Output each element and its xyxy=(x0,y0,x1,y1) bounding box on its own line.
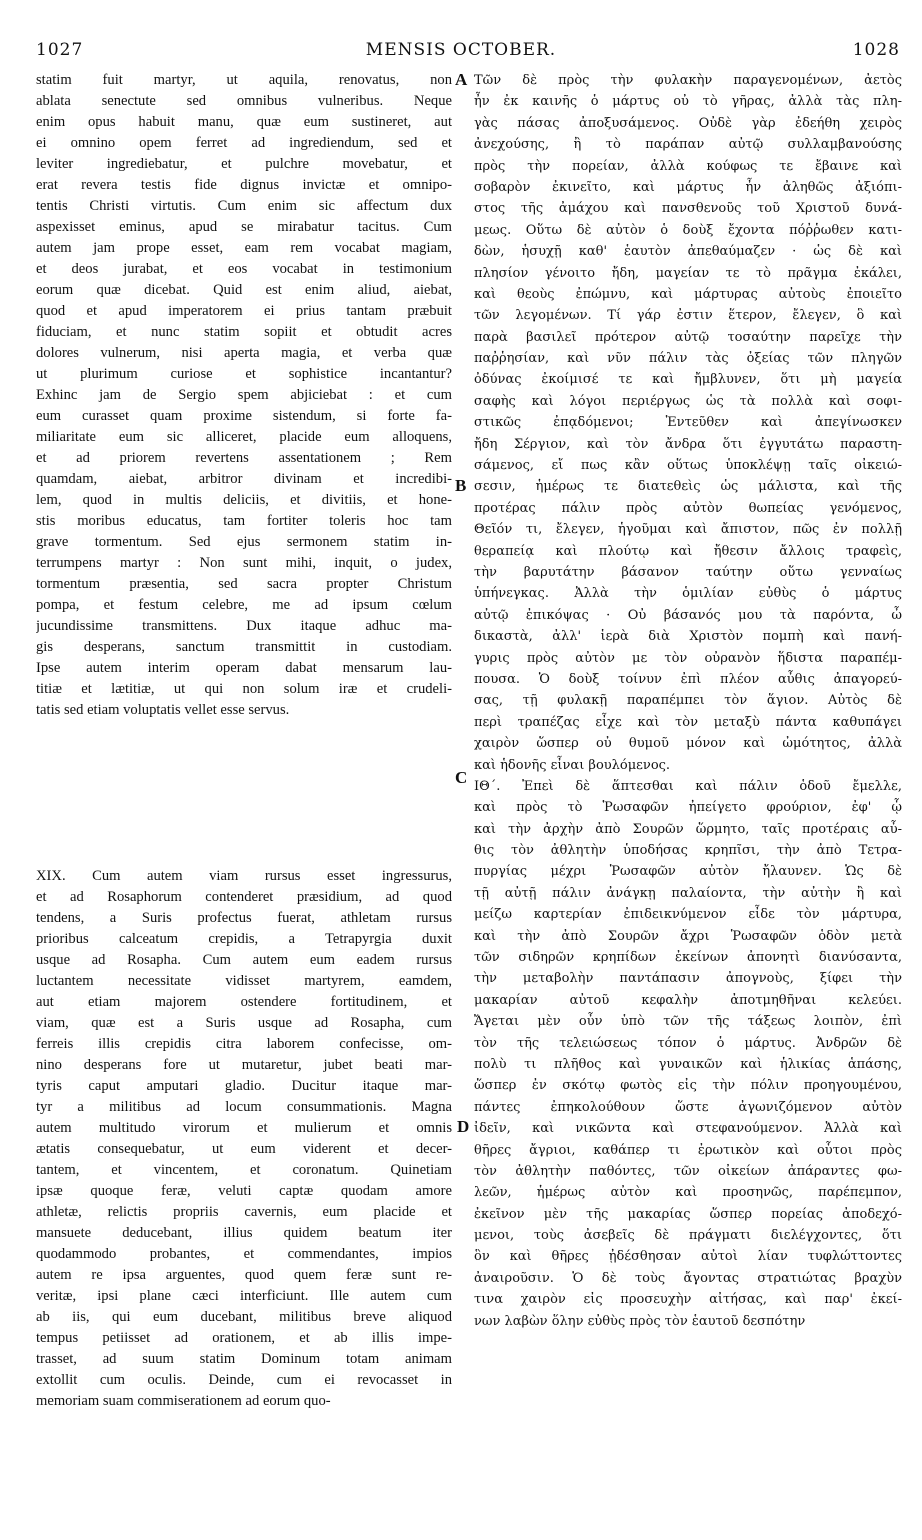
margin-marker-c: C xyxy=(455,768,468,787)
latin-text-line: autem jam prope esset, eam rem vocabat magiam, xyxy=(36,240,452,256)
greek-text-line: πρὸς τὴν πορείαν, ἀλλὰ κούφως τε ἔβαινε καὶ xyxy=(474,158,902,174)
greek-text-line: καὶ θεοὺς ἐπώμνυ, καὶ μάρτυρας αὐτοὺς ἐποιεῖτο xyxy=(474,286,902,302)
latin-text-line: grave tormentum. Sed ejus sermonem statim in- xyxy=(36,534,452,550)
latin-text-line: trasset, ad suum statim Dominum totam animam xyxy=(36,1351,452,1367)
greek-text-line: σας, τῇ φυλακῇ παραπέμπει τὸν ἅγιον. Αὐτὸς δὲ xyxy=(474,693,902,709)
latin-text-line: et deos jurabat, et eos vocabat in testimonium xyxy=(36,261,452,277)
greek-text-line: ἤδη Σέργιον, καὶ τὸν ἄνδρα ὅτι ἐγγυτάτω παραστη- xyxy=(474,436,902,452)
left-page-number: 1027 xyxy=(36,40,84,60)
latin-text-line: usque ad Rosapha. Cum autem eum eadem rursus xyxy=(36,952,452,968)
greek-text-line: θῆρες ἄγριοι, καθάπερ τι ἐρωτικὸν καὶ οὗτοι πρὸς xyxy=(474,1142,902,1158)
greek-text-line: περὶ τραπέζας εἶχε καὶ τὸν μεταξὺ πάντα καθυπάγει xyxy=(474,714,902,730)
greek-text-line: παρὰ βασιλεῖ πρότερον αὐτῷ τοσαύτην παρεῖχε τὴν xyxy=(474,329,902,345)
greek-text-line: τῶν σιδηρῶν κρηπίδων ἐκείνων ἀπονητὶ διανύσαντα, xyxy=(474,950,902,966)
greek-text-line: μενοι, τοὺς ἀσεβεῖς δὲ πράγματι διελέγχοντες, ὅτι xyxy=(474,1228,902,1244)
greek-text-line: παῤῥησίαν, καὶ νῦν πάλιν τὰς ὀξείας τῶν πληγῶν xyxy=(474,351,902,367)
greek-text-line: τὴν βαρυτάτην βάσανον ταύτην οὕτω γενναίως xyxy=(474,564,902,580)
right-page-number: 1028 xyxy=(852,40,900,60)
greek-text-line: σοβαρὸν ἐκινεῖτο, καὶ μάρτυς ἦν ἀληθῶς ἀξιόπι- xyxy=(474,179,902,195)
greek-text-line: θεραπείᾳ καὶ πλούτῳ καὶ ἤθεσιν ἄλλοις τραφεὶς, xyxy=(474,543,902,559)
latin-text-line: nino desperans fore ut mutaretur, jubet beati mar- xyxy=(36,1057,452,1073)
latin-text-line: tempus petiisset ad orationem, et ab illis impe- xyxy=(36,1330,452,1346)
greek-text-line: γυρις πρὸς αὐτὸν με τὸν οὐρανὸν ἥδιστα παραπέμ- xyxy=(474,650,902,666)
latin-text-line: athletæ, relictis propriis cavernis, eum placide et xyxy=(36,1204,452,1220)
latin-text-line: quodammodo probantes, et commendantes, impios xyxy=(36,1246,452,1262)
latin-text-line: enim opus habuit manu, quæ eum sustineret, aut xyxy=(36,114,452,130)
greek-text-line: θις τὸν ἀθλητὴν ὑποδήσας κρηπῖσι, τὴν ἀπὸ Τετρα- xyxy=(474,843,902,859)
greek-text-line: προτέρας πάλιν πρὸς αὐτὸν θωπείας γενόμενος, xyxy=(474,500,902,516)
greek-text-line: καὶ πρὸς τὸ Ῥωσαφῶν ἠπείγετο φρούριον, ἐφ' ᾧ xyxy=(474,800,902,816)
latin-text-line: titiæ et lætitiæ, ut qui non solum iræ et crudeli- xyxy=(36,681,452,697)
greek-text-line: στος τῆς ἀμάχου καὶ πανσθενοῦς τοῦ Χριστοῦ δυνά- xyxy=(474,201,902,217)
latin-text-line: tantem, et vincentem, et coronatum. Quinetiam xyxy=(36,1162,452,1178)
greek-text-line: στικῶς ἐπᾳδόμενοι; Ἐντεῦθεν καὶ ἀπεγίνωσκεν xyxy=(474,415,902,431)
greek-text-line: τὸν τῆς τελειώσεως τόπον ὁ μάρτυς. Ἀνδρῶν δὲ xyxy=(474,1035,902,1051)
latin-text-line: leviter ingrediebatur, et pulchre movebatur, et xyxy=(36,156,452,172)
greek-text-line: τινα χαιρὸν εἰς προσευχὴν αἰτήσας, καὶ παρ' ἐκεί- xyxy=(474,1292,902,1308)
latin-text-line: jucundissime transmittens. Dux itaque adhuc ma- xyxy=(36,618,452,634)
greek-text-line: ὀδύνας ἐκοίμισέ τε καὶ ἤμβλυνεν, ὅτι μὴ μαγεία xyxy=(474,372,902,388)
greek-text-line: πλησίον γένοιτο ἤδη, μαγείαν τε τὸ πρᾶγμα ἐκάλει, xyxy=(474,265,902,281)
latin-text-line: statim fuit martyr, ut aquila, renovatus, non xyxy=(36,72,452,88)
latin-text-line: eum curasset quam proxime sistendum, si forte fa- xyxy=(36,408,452,424)
margin-marker-b: B xyxy=(455,476,467,495)
greek-text-line: σάμενος, εἴ πως κἂν οὕτως ὑποκλέψῃ ταῖς οἰκειώ- xyxy=(474,458,902,474)
greek-text-line: μακαρίαν αὐτοῦ κεφαλὴν ἀποτμηθῆναι κελεύει. xyxy=(474,992,902,1008)
running-title: MENSIS OCTOBER. xyxy=(365,40,557,60)
latin-text-line: extollit cum oculis. Deinde, cum ei revocasset in xyxy=(36,1372,452,1388)
greek-text-line: τὴν μεταβολὴν παντάπασιν ἀπογνοὺς, ξίφει τὴν xyxy=(474,971,902,987)
latin-text-line: Exhinc jam de Sergio spem abjiciebat : et cum xyxy=(36,387,452,403)
greek-text-line: Θεῖόν τι, ἔλεγεν, ἡγοῦμαι καὶ ἄπιστον, πῶς ἐν πολλῇ xyxy=(474,522,902,538)
latin-text-line: Ipse autem interim operam dabat mensarum lau- xyxy=(36,660,452,676)
latin-text-line: autem multitudo virorum et mulierum et omnis xyxy=(36,1120,452,1136)
greek-text-line: χαιρὸν ὥσπερ οὐ θυμοῦ μόνον καὶ ὠμότητος, ἀλλὰ xyxy=(474,736,902,752)
latin-text-line: tentis Christi virtutis. Cum enim sic affectum dux xyxy=(36,198,452,214)
latin-text-line: erat revera testis fide dignus invictæ et omnipo- xyxy=(36,177,452,193)
greek-text-line: πουσα. Ὁ δοὺξ τοίνυν ἐπὶ πλέον αὖθις ἀπαγορεύ- xyxy=(474,671,902,687)
latin-text-line: dolores vulnerum, nisi aperta magia, et verba quæ xyxy=(36,345,452,361)
margin-marker-d: D xyxy=(457,1117,470,1136)
latin-text-line: tendens, a Suris profectus fuerat, athletam rursus xyxy=(36,910,452,926)
greek-text-line: τῶν λεγομένων. Τί γάρ ἐστιν ἕτερον, ἔλεγεν, ὃ καὶ xyxy=(474,308,902,324)
greek-text-line: ἀνεχούσης, ἢ τὸ παράπαν αὐτῷ συλλαμβανούσης xyxy=(474,137,902,153)
latin-text-line: lem, quod in multis deliciis, et divitiis, et hone- xyxy=(36,492,452,508)
greek-text-line: νων λαβὼν ὅλην εὐθὺς πρὸς τὸν ἑαυτοῦ δεσπότην xyxy=(474,1313,806,1329)
greek-text-line: Τῶν δὲ πρὸς τὴν φυλακὴν παραγενομένων, ἀετὸς xyxy=(474,73,902,88)
greek-text-line: πυργίας μέχρι Ῥωσαφῶν αὐτὸν ἤλαυνεν. Ὡς δὲ xyxy=(474,864,902,880)
latin-text-line: tyr a militibus ad locum consummationis. Magna xyxy=(36,1099,452,1115)
greek-text-line: τὸν ἀθλητὴν παθόντες, τῶν οἰκείων ἀπάραντες φω- xyxy=(474,1163,902,1179)
latin-text-line: memoriam suam commiserationem ad eorum quo- xyxy=(36,1393,331,1409)
latin-text-line: tyris caput amputari gladio. Ducitur itaque mar- xyxy=(36,1078,452,1094)
latin-text-line: mansuete deducebant, illius quidem beatum iter xyxy=(36,1225,452,1241)
latin-text-line: aut etiam majorem ostendere fortitudinem, et xyxy=(36,994,452,1010)
latin-text-line: et ad priorem revertens assentationem ; Rem xyxy=(36,450,452,466)
margin-marker-a: A xyxy=(455,70,468,89)
greek-text-line: ΙΘ΄. Ἐπεὶ δὲ ἅπτεσθαι καὶ πάλιν ὁδοῦ ἔμελλε, xyxy=(474,778,902,794)
greek-text-line: πολὺ τι πλῆθος καὶ γυναικῶν καὶ ἡλικίας ἁπάσης, xyxy=(474,1056,902,1072)
latin-text-line: XIX. Cum autem viam rursus esset ingressurus, xyxy=(36,868,452,884)
latin-text-line: miliaritate eum sic alliceret, placide eum alloquens, xyxy=(36,429,452,445)
latin-text-line: tormentum præsentia, sed sacra propter Christum xyxy=(36,576,452,592)
greek-column xyxy=(474,70,902,1332)
latin-text-line: eorum quæ dicebat. Quid est enim aliud, aiebat, xyxy=(36,282,452,298)
greek-text-line: ἦν ἐκ καινῆς ὁ μάρτυς οὐ τὸ γῆρας, ἀλλὰ τὰς πλη- xyxy=(474,94,902,110)
latin-text-line: stis moribus educatus, tam fortiter toleris hoc tam xyxy=(36,513,452,529)
latin-text-line: ei omnino opem ferret ad ingrediendum, sed et xyxy=(36,135,452,151)
latin-text-line: et ad Rosaphorum contenderet præsidium, ad quod xyxy=(36,889,452,905)
greek-text-line: ὥσπερ ἐν σκότῳ φωτὸς εἰς τὴν πόλιν προηγουμένου, xyxy=(474,1078,902,1094)
greek-text-line: δὼν, ἡσυχῇ καθ' ἑαυτὸν ἀπεθαύμαζεν · ὡς δὲ καὶ xyxy=(474,244,902,260)
latin-column-paragraph-2 xyxy=(36,866,452,1412)
latin-text-line: ferreis illis crepidis citra laborem confecisse, om- xyxy=(36,1036,452,1052)
latin-text-line: ab iis, qui eum ducebant, militibus breve aliquod xyxy=(36,1309,452,1325)
greek-text-line: πάντες ἐπηκολούθουν ὥστε ἀγωνιζόμενον αὐτὸν xyxy=(474,1099,902,1115)
latin-text-line: viam, quæ est a Suris usque ad Rosapha, cum xyxy=(36,1015,452,1031)
latin-text-line: fiduciam, et nunc statim sopiit et obtudit acres xyxy=(36,324,452,340)
greek-text-line: ἐκεῖνον μὲν τῆς μακαρίας ὥσπερ πορείας ἀποδεχό- xyxy=(474,1206,902,1222)
latin-text-line: terrumpens martyr : Non sunt mihi, inquit, o judex, xyxy=(36,555,452,571)
greek-text-line: σαφὴς καὶ λόγοι περιέργως ὡς τὰ πολλὰ καὶ σοφι- xyxy=(474,393,902,409)
greek-text-line: λεῶν, ἡμέρως αὐτὸν καὶ προσηνῶς, παρέπεμπον, xyxy=(474,1185,902,1201)
latin-text-line: ut plurimum curiose et sophistice incantantur? xyxy=(36,366,452,382)
latin-text-line: aspexisset eminus, apud se mirabatur tacitus. Cum xyxy=(36,219,452,235)
greek-text-line: τῇ αὐτῇ πάλιν ἀνάγκῃ παλαίοντα, τὴν αὐτὴν ἢ καὶ xyxy=(474,885,902,901)
greek-text-line: αὐτῷ ἐπικόψας · Οὐ βάσανός μου τὰ παρόντα, ὦ xyxy=(474,607,902,623)
latin-text-line: veritæ, ipsi plane cæci interficiunt. Ille autem cum xyxy=(36,1288,452,1304)
greek-text-line: ὃν καὶ θῆρες ᾐδέσθησαν αὐτοὶ λίαν τυφλώττοντες xyxy=(474,1249,902,1265)
latin-text-line: pompa, et festum celebre, me ad ipsum cœlum xyxy=(36,597,452,613)
latin-text-line: gis desperans, sanctum transmittit in custodiam. xyxy=(36,639,452,655)
latin-text-line: prioribus calceatum crepidis, a Tetrapyrgia duxit xyxy=(36,931,452,947)
latin-text-line: ætatis consequebatur, ut eum viderent et decer- xyxy=(36,1141,452,1157)
greek-text-line: Ἄγεται μὲν οὖν ὑπὸ τῶν τῆς τάξεως λοιπὸν, ἐπὶ xyxy=(474,1014,902,1030)
latin-text-line: quod et apud imperatorem ei prius tantam præbuit xyxy=(36,303,452,319)
greek-text-line: μεως. Οὕτω δὲ αὐτὸν ὁ δοὺξ ἔχοντα πόῤῥωθεν κατι- xyxy=(474,222,902,238)
greek-text-line: καὶ τὴν ἀρχὴν ἀπὸ Σουρῶν ὥρμητο, ταῖς προτέραις αὖ- xyxy=(474,821,902,837)
latin-text-line: luctantem necessitate vidisset martyrem, eamdem, xyxy=(36,973,452,989)
greek-text-line: ὑπήνεγκας. Ἀλλὰ τὴν ὁμιλίαν εὐθὺς ὁ μάρτυς xyxy=(474,586,902,602)
latin-text-line: ablata senectute sed omnibus vulneribus. Neque xyxy=(36,93,452,109)
latin-column-paragraph-1 xyxy=(36,70,452,721)
greek-text-line: ἰδεῖν, καὶ νικῶντα καὶ στεφανούμενον. Ἀλλὰ καὶ xyxy=(474,1121,902,1137)
greek-text-line: ἀναιροῦσιν. Ὁ δὲ τοὺς ἄγοντας στρατιώτας βραχὺν xyxy=(474,1270,902,1286)
greek-text-line: μείζω καρτερίαν ἐπιδεικνύμενον εἶδε τὸν μάρτυρα, xyxy=(474,907,902,923)
latin-text-line: quamdam, aiebat, arbitror divinam et incredibi- xyxy=(36,471,452,487)
greek-text-line: σεσιν, ἡμέρως τε διατεθεὶς ὡς μάλιστα, καὶ τῆς xyxy=(474,479,902,495)
greek-text-line: δικαστὰ, ἀλλ' ἱερὰ διὰ Χριστὸν πομπὴ καὶ πανή- xyxy=(474,629,902,645)
greek-text-line: καὶ ἡδονῆς εἶναι βουλόμενος. xyxy=(474,757,671,773)
greek-text-line: καὶ τὴν ἀπὸ Σουρῶν ἄχρι Ῥωσαφῶν ὁδὸν μετὰ xyxy=(474,928,902,944)
greek-text-line: γὰς πάσας ἀποξυσάμενος. Οὐδὲ γὰρ ἐδεήθη χειρὸς xyxy=(474,115,902,131)
latin-text-line: tatis sed etiam voluptatis vellet esse servus. xyxy=(36,702,290,718)
latin-text-line: autem re ipsa arguentes, quod quem feræ sunt re- xyxy=(36,1267,452,1283)
latin-text-line: ipsæ quoque feræ, veluti captæ quodam amore xyxy=(36,1183,452,1199)
